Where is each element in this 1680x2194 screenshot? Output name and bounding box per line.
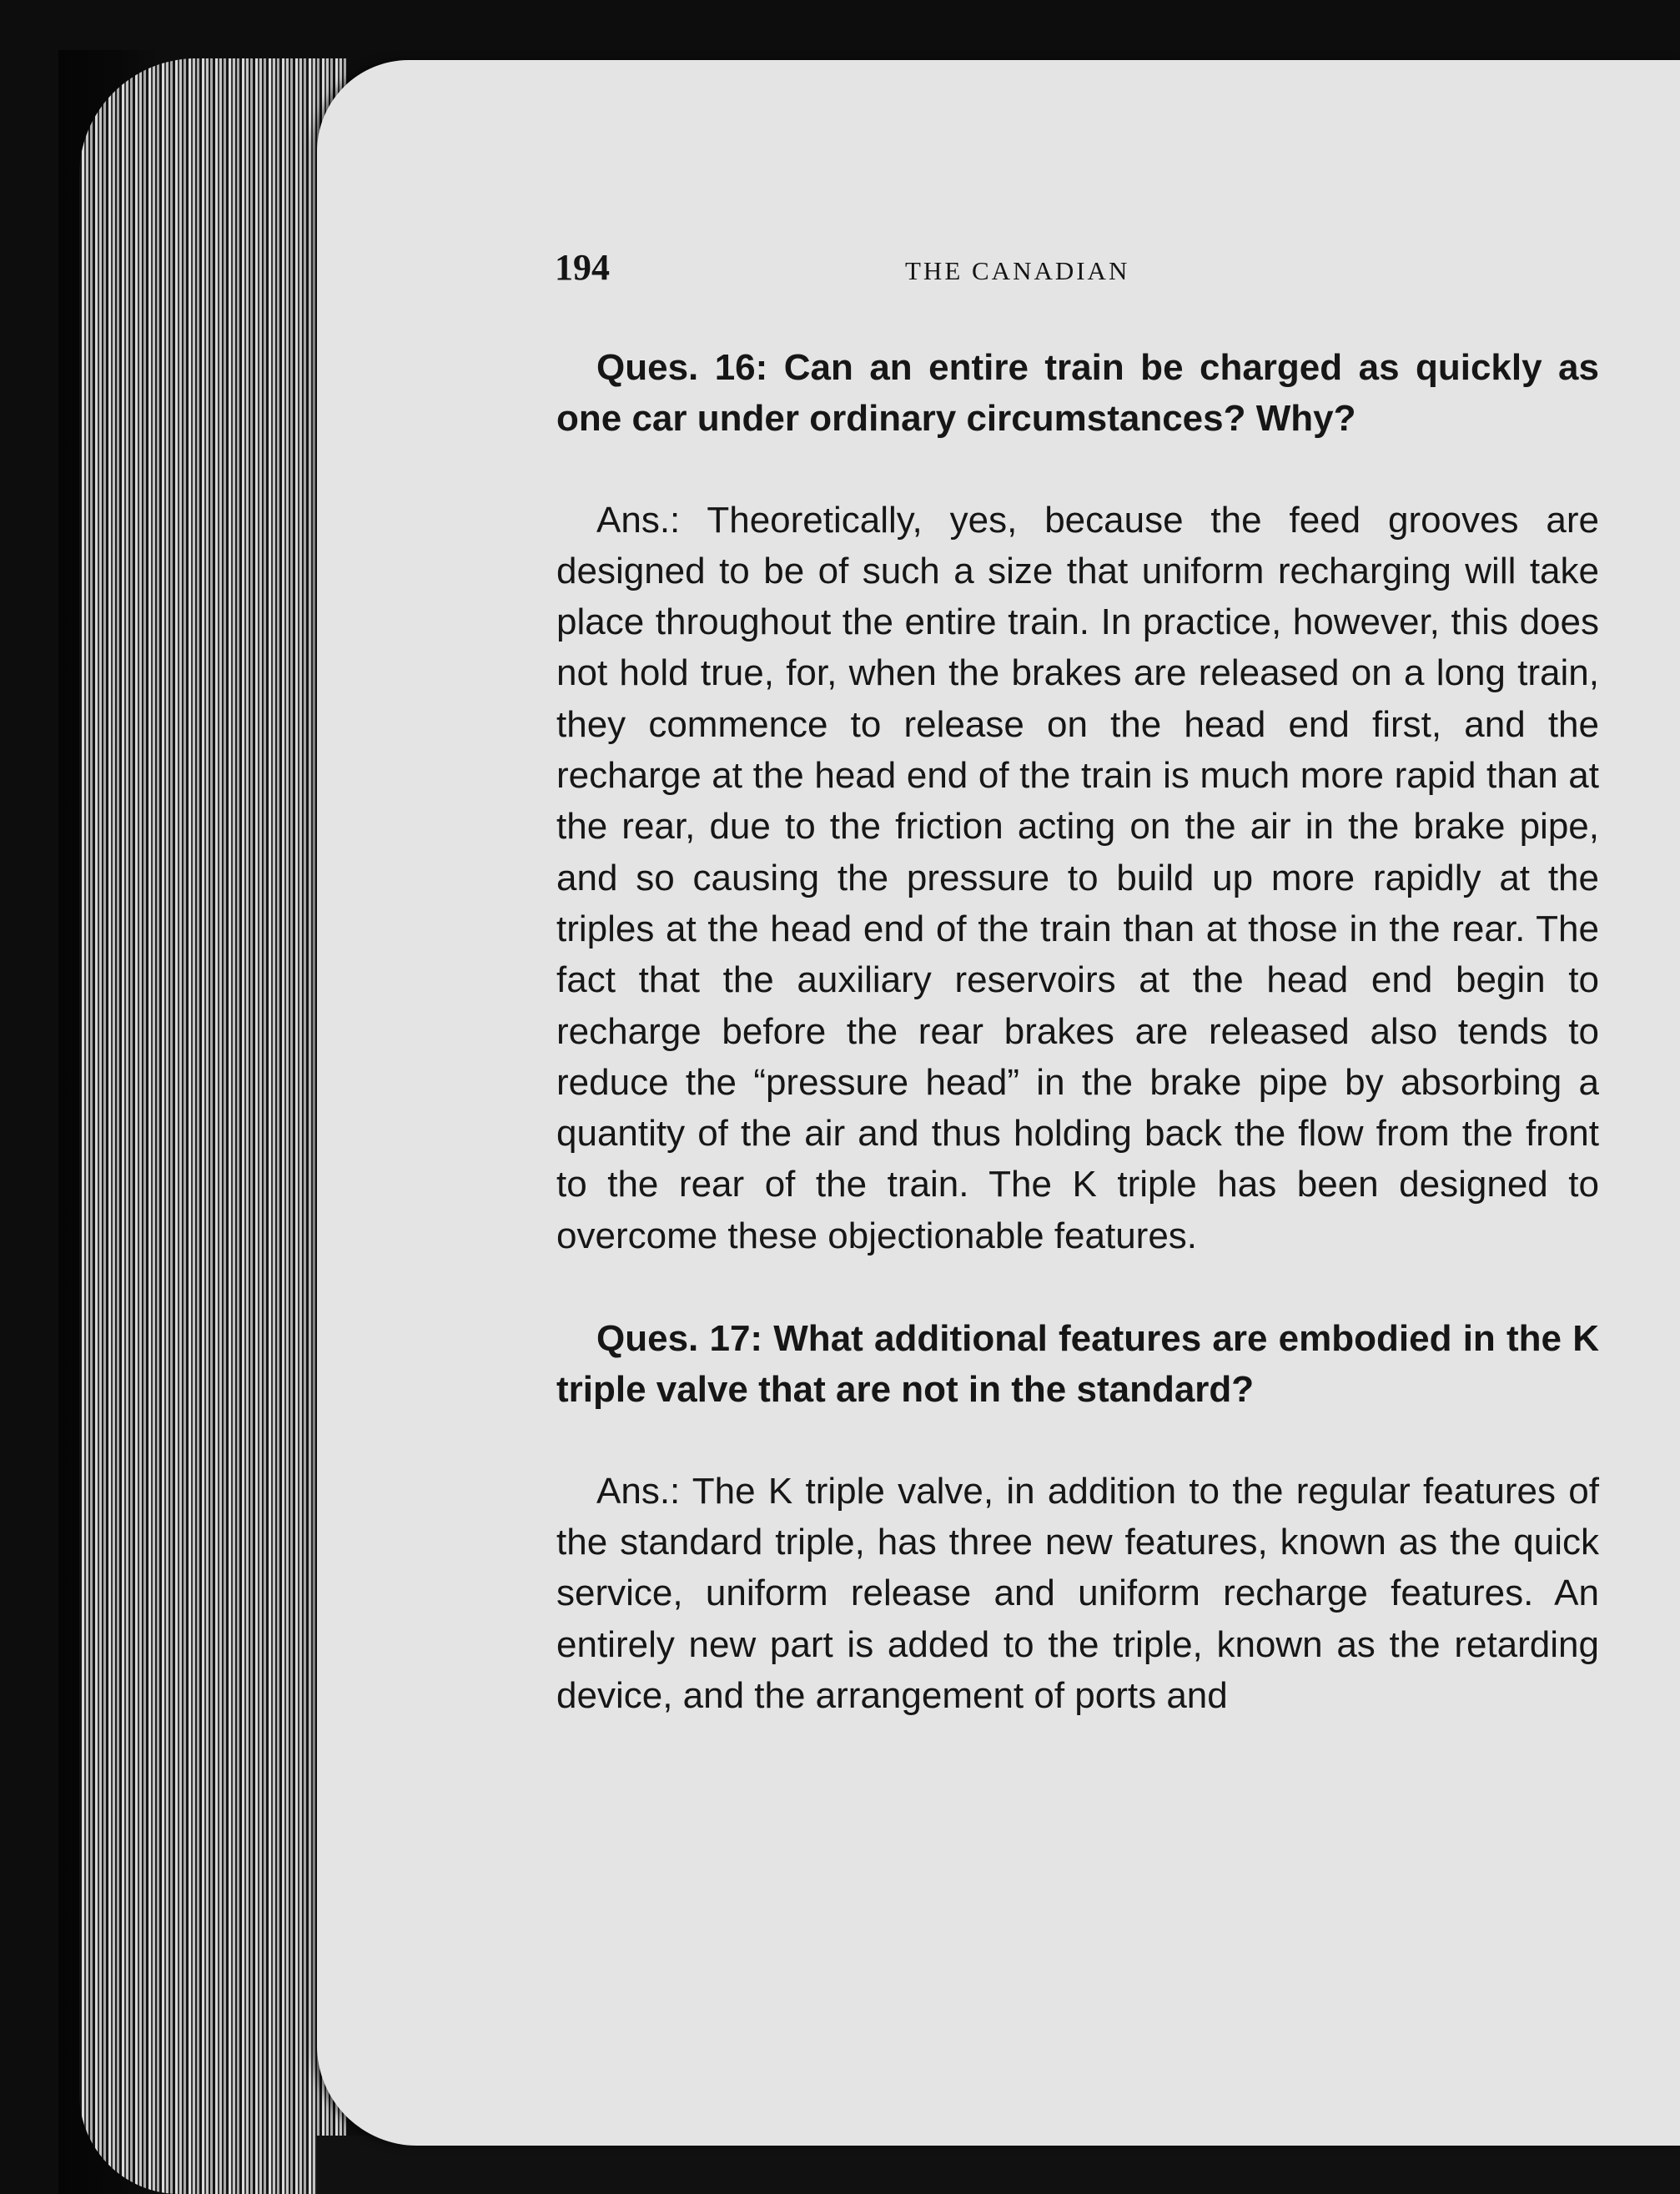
running-head bbox=[555, 246, 1597, 296]
answer-16: Ans.: Theoretically, yes, because the feed grooves are designed to be of such a size that uniform recharging will take place throughout the entire train. In practice, however, this does not hold true, for, when the brakes are released on a long train, they commence to release on the head end first, and the recharge at the head end of the train is much more rapid than at the rear, due to the friction acting on the air in the brake pipe, and so causing the pressure to build up more rapidly at the triples at the head end of the train than at those in the rear. The fact that the auxiliary reservoirs at the head end begin to recharge before the rear brakes are released also tends to reduce the “pressure head” in the brake pipe by absorbing a quantity of the air and thus holding back the flow from the front to the rear of the train. The K triple has been designed to overcome these objectionable features. bbox=[556, 499, 1599, 1256]
page-number: 194 bbox=[555, 247, 610, 288]
question-17: Ques. 17: What additional features are embodied in the K triple valve that are not in the standard? bbox=[556, 1318, 1599, 1411]
running-title: THE CANADIAN bbox=[905, 256, 1130, 285]
answer-17: Ans.: The K triple valve, in addition to the regular features of the standard triple, has three new features, known as the quick service, uniform release and uniform recharge features. An entirely new part is added to the triple, known as the retarding device, and the arrangement of ports and bbox=[556, 1470, 1599, 1716]
question-16: Ques. 16: Can an entire train be charged as quickly as one car under ordinary circumstances? Why? bbox=[556, 347, 1599, 440]
page-text bbox=[556, 342, 1599, 1721]
book-page-edges bbox=[79, 58, 346, 2194]
